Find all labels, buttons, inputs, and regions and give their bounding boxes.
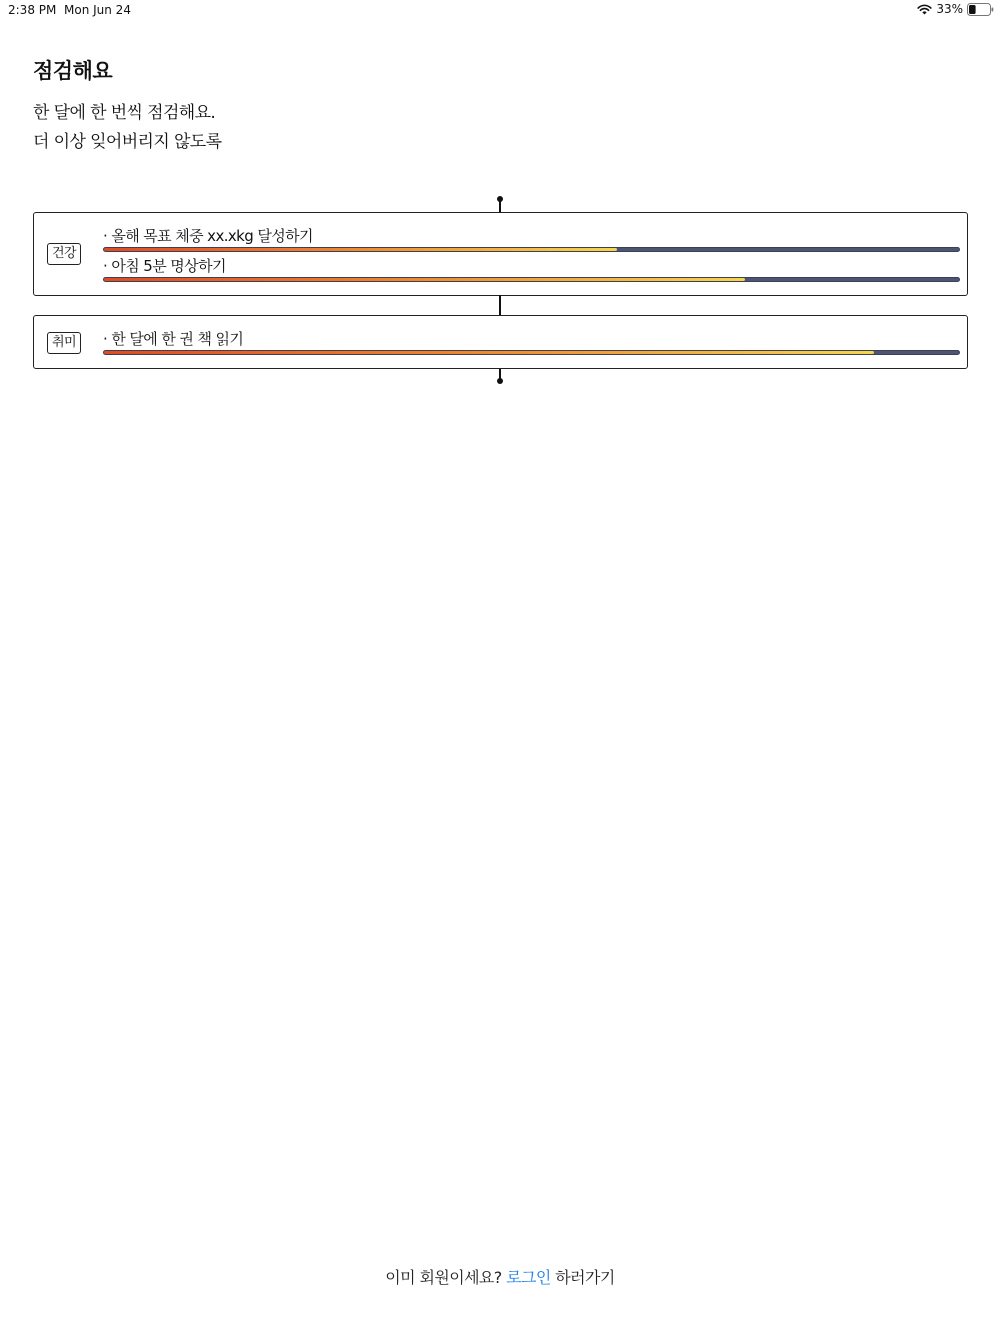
login-prompt-prefix: 이미 회원이세요? — [385, 1268, 502, 1287]
goal-progress-bar — [103, 350, 960, 355]
goal-progress-fill — [104, 248, 617, 251]
battery-fill — [969, 5, 976, 14]
status-indicators — [917, 2, 994, 16]
status-bar — [0, 0, 1000, 22]
goal-label: · 아침 5분 명상하기 — [103, 257, 226, 275]
goal-progress-bar — [103, 277, 960, 282]
goal-progress-fill — [104, 351, 874, 354]
timeline-end-dot — [497, 378, 503, 384]
category-tag: 취미 — [47, 332, 81, 354]
goal-progress-bar — [103, 247, 960, 252]
category-card-hobby[interactable] — [33, 315, 968, 369]
page-title: 점검해요 — [33, 59, 113, 83]
goal-progress-fill — [104, 278, 745, 281]
timeline-connector-top — [499, 200, 501, 212]
category-card-health[interactable] — [33, 212, 968, 296]
goal-label: · 한 달에 한 권 책 읽기 — [103, 330, 244, 348]
goal-label: · 올해 목표 체중 xx.xkg 달성하기 — [103, 227, 313, 245]
category-tag: 건강 — [47, 243, 81, 265]
battery-icon — [967, 3, 994, 16]
wifi-icon — [917, 4, 932, 15]
status-date: Mon Jun 24 — [64, 3, 131, 17]
timeline-connector-middle — [499, 295, 501, 316]
subtitle-line-1: 한 달에 한 번씩 점검해요. — [33, 103, 216, 123]
login-prompt — [0, 1265, 1000, 1288]
status-time: 2:38 PM — [8, 3, 57, 17]
subtitle-line-2: 더 이상 잊어버리지 않도록 — [33, 132, 222, 152]
login-prompt-suffix: 하러가기 — [555, 1268, 615, 1287]
login-link[interactable]: 로그인 — [506, 1268, 551, 1287]
battery-percent: 33% — [936, 2, 963, 16]
